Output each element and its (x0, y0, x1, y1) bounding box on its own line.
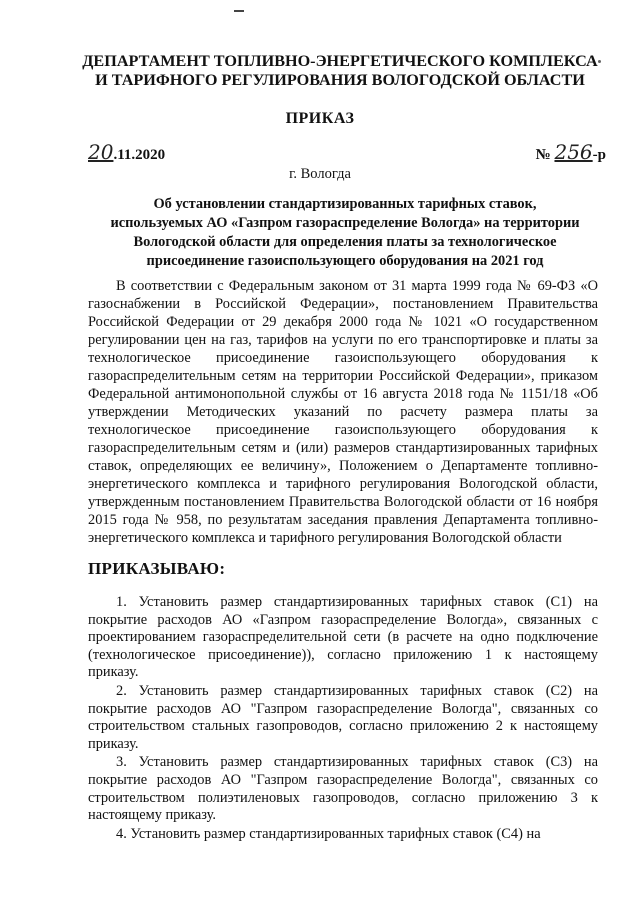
subject-line: присоединение газоиспользующего оборудования на 2021 год (146, 253, 544, 269)
date-rest: .11.2020 (113, 147, 166, 163)
department-line-2: И ТАРИФНОГО РЕГУЛИРОВАНИЯ ВОЛОГОДСКОЙ ОБЛАСТИ (95, 71, 585, 89)
document-type: ПРИКАЗ (285, 110, 355, 127)
handwritten-number: 256 (554, 140, 593, 164)
city: г. Вологда (289, 166, 351, 182)
decree-word: ПРИКАЗЫВАЮ: (88, 559, 226, 578)
order-item: 3. Установить размер стандартизированных тарифных ставок (С3) на покрытие расходов АО "Газпром газораспределение Вологда", связанных со строительством полиэтиленовых газопроводов, согласно приложению 3 к настоящему приказу. (88, 754, 598, 824)
handwritten-day: 20 (88, 140, 114, 164)
department-line-1: ДЕПАРТАМЕНТ ТОПЛИВНО-ЭНЕРГЕТИЧЕСКОГО КОМПЛЕКСА (82, 52, 598, 70)
subject-line: используемых АО «Газпром газораспределение Вологда» на территории (110, 215, 580, 231)
order-number (536, 140, 606, 164)
order-items (88, 594, 598, 844)
number-suffix: -р (592, 147, 606, 163)
order-item: 1. Установить размер стандартизированных тарифных ставок (С1) на покрытие расходов АО «Газпром газораспределение Вологда», связанных с проектированием газораспределительной сети (в расчете на одно подключение (технологическое присоединение)), согласно приложению 1 к настоящему приказу. (88, 594, 598, 681)
order-date (88, 140, 165, 164)
subject-line: Вологодской области для определения платы за технологическое (133, 234, 557, 250)
order-item: 2. Установить размер стандартизированных тарифных ставок (С2) на покрытие расходов АО "Газпром газораспределение Вологда", связанных со строительством стальных газопроводов, согласно приложению 2 к настоящему приказу. (88, 682, 598, 752)
order-item: 4. Установить размер стандартизированных тарифных ставок (С4) на (116, 825, 541, 842)
scan-mark (234, 10, 244, 12)
date-number-row (88, 140, 606, 164)
number-prefix: № (535, 147, 551, 163)
department-header (60, 52, 620, 90)
subject-line: Об установлении стандартизированных тарифных ставок, (153, 196, 537, 212)
order-subject (80, 195, 610, 271)
preamble-paragraph: В соответствии с Федеральным законом от 31 марта 1999 года № 69-ФЗ «О газоснабжении в Российской Федерации», постановлением Правительства Российской Федерации от 29 декабря 2000 года № 1021 «О государственном регулировании цен на газ, тарифов на услуги по его транспортировке и платы за технологическое присоединение газоиспользующего оборудования к газораспределительным сетям на территории Российской Федерации», приказом Федеральной антимонопольной службы от 16 августа 2018 года № 1151/18 «Об утверждении Методических указаний по расчету размера платы за технологическое присоединение газоиспользующего оборудования к газораспределительным сетям и (или) размеров стандартизированных тарифных ставок, определяющих ее величину», Положением о Департаменте топливно-энергетического комплекса и тарифного регулирования Вологодской области, утвержденным постановлением Правительства Вологодской области от 16 ноября 2015 года № 958, по результатам заседания правления Департамента топливно-энергетического комплекса и тарифного регулирования Вологодской области (88, 278, 598, 546)
